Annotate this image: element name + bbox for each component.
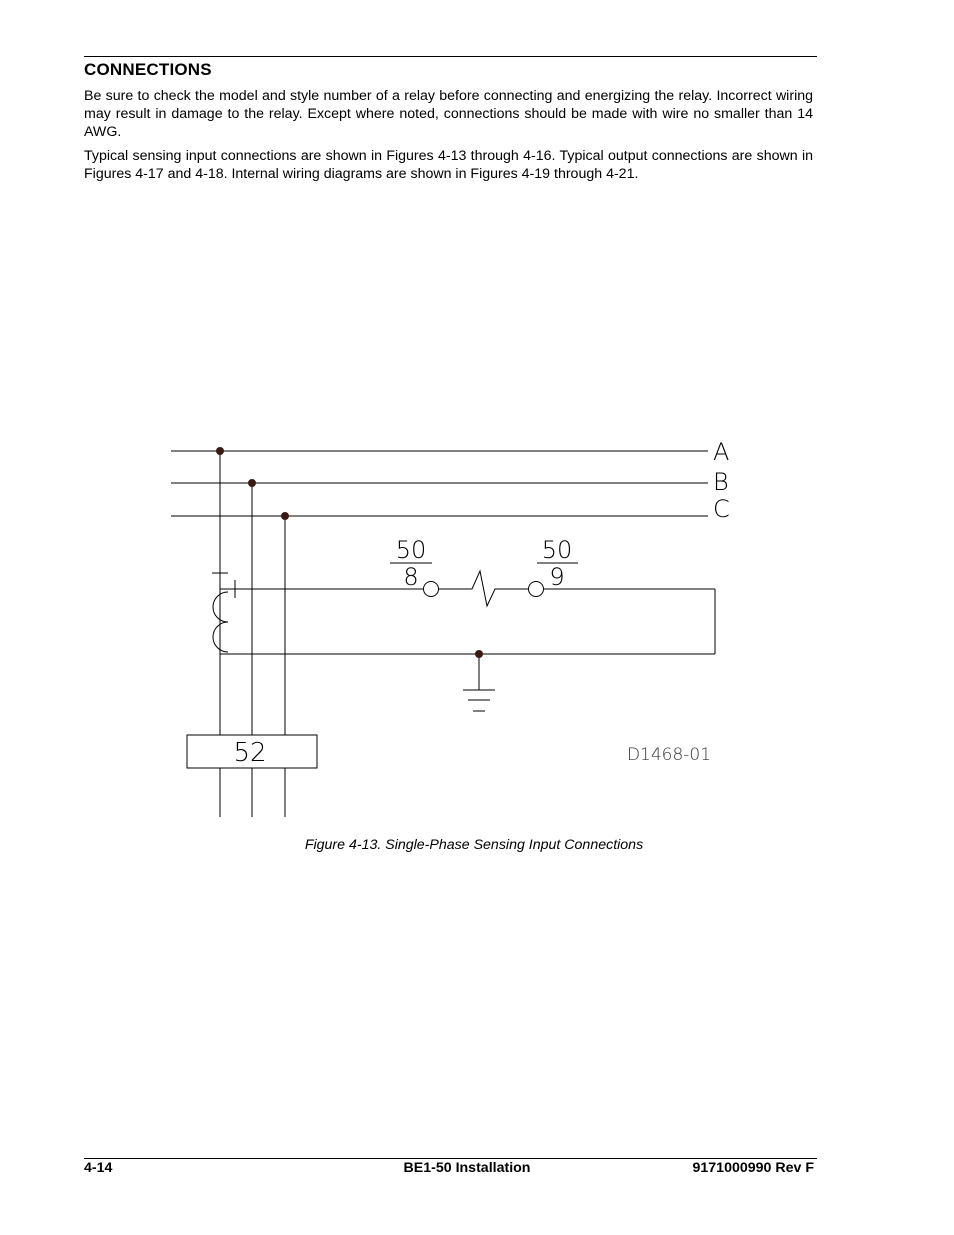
- phase-label-b: B: [713, 468, 729, 496]
- relay-terminal-label-8: 8: [403, 563, 419, 591]
- relay-terminal-label-9: 9: [549, 563, 565, 591]
- junction-dot-c: [281, 512, 289, 520]
- terminal-9-circle: [529, 582, 544, 597]
- footer-rule: [84, 1158, 817, 1159]
- junction-dot-a: [216, 447, 224, 455]
- paragraph-figure-references: Typical sensing input connections are shown in Figures 4-13 through 4-16. Typical output connections are shown in Figures 4-17 and 4-18. Internal wiring diagrams are shown in Figures 4-19 through 4-21.: [84, 148, 813, 182]
- relay-element-50: [424, 571, 544, 606]
- junction-dot-b: [248, 479, 256, 487]
- phase-label-c: C: [713, 495, 730, 523]
- relay-device-label-left: 50: [395, 536, 427, 564]
- paragraph-wiring-note: Be sure to check the model and style number of a relay before connecting and energizing the relay. Incorrect wiring may result in damage to the relay. Except where noted, connections should be made with wire no smaller than 14 AWG.: [84, 88, 813, 140]
- section-title: CONNECTIONS: [84, 60, 212, 79]
- breaker-label: 52: [233, 738, 267, 768]
- junction-dot-ground: [475, 650, 483, 658]
- relay-device-label-right: 50: [541, 536, 573, 564]
- footer-document-title: BE1-50 Installation: [403, 1160, 531, 1176]
- phase-label-a: A: [713, 438, 730, 466]
- drawing-number: D1468-01: [626, 745, 712, 765]
- footer-page-number: 4-14: [84, 1160, 113, 1176]
- figure-caption: Figure 4-13. Single-Phase Sensing Input Connections: [304, 837, 644, 853]
- ground-symbol: [463, 654, 495, 711]
- terminal-8-circle: [424, 582, 439, 597]
- current-transformer-symbol: [212, 573, 235, 652]
- footer-document-number: 9171000990 Rev F: [692, 1160, 814, 1176]
